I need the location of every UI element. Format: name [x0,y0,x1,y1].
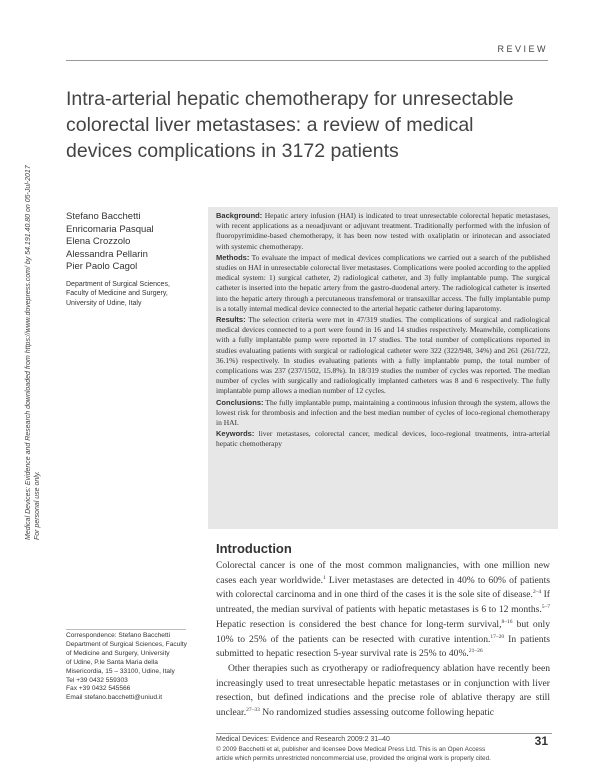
citation: 1 [323,574,326,581]
page-number: 31 [534,734,548,748]
correspondence-line: Misericordia, 15 – 33100, Udine, Italy [66,667,175,675]
intro-text: Hepatic resection is considered the best chance for long-term survival, [216,618,502,630]
results-label: Results: [216,315,246,325]
correspondence-block [66,632,211,703]
correspondence-line: of Medicine and Surgery, University [66,649,170,657]
affiliation-line: Faculty of Medicine and Surgery, [66,290,168,298]
personal-use-note: For personal use only. [34,471,41,540]
citation: 21–26 [468,648,483,655]
citation: 8–16 [501,618,513,625]
citation: 5–7 [541,603,550,610]
conclusions-label: Conclusions: [216,397,264,407]
intro-text: If untreated, the median survival of patients with hepatic metastases is 6 to 12 months. [216,589,550,616]
abstract-box [208,207,558,529]
introduction-paragraph [216,559,550,662]
author: Stefano Bacchetti [66,211,141,222]
download-notice [24,120,52,540]
author: Pier Paolo Cagol [66,261,138,273]
copyright-notice [216,746,556,763]
abstract-background [216,211,550,252]
background-text: Hepatic artery infusion (HAI) is indicated to treat unresectable colorectal hepatic metastases, with recent applications as a neoadjuvant or adjuvant treatment. Traditionally performed with the infusion of fluoropyrimidine-based chemotherapy, it has been now tested with oxaliplatin or irinotecan and associated with systemic chemotherapy. [216,211,550,251]
correspondence-line: Correspondence: Stefano Bacchetti [66,632,171,639]
intro-text: No randomized studies assessing outcome following hepatic [259,707,495,719]
background-label: Background: [216,211,263,220]
section-label: REVIEW [497,44,548,54]
intro-text: Colorectal cancer is one of the most common malignancies, with one million new cases each year worldwide. [216,560,550,586]
correspondence-line: Tel +39 0432 559303 [66,676,128,684]
intro-text: Other therapies such as cryotherapy or radiofrequency ablation have recently been increasingly used to treat unresectable hepatic metastases or in conjunction with liver resection, but defined indications and the precise role of ablative therapy are still unclear. [216,662,550,719]
correspondence-line: Fax +39 0432 545566 [66,685,131,693]
author-list [66,211,206,274]
abstract-methods [216,253,550,314]
copyright-line: article which permits unrestricted noncommercial use, provided the original work is properly cited. [216,754,491,762]
citation: 2–4 [532,589,542,596]
journal-citation: Medical Devices: Evidence and Research 2009:2 31–40 [216,736,390,743]
keywords-label: Keywords: [216,429,255,439]
conclusions-text: The fully implantable pump, maintaining a continuous infusion through the system, allows the lowest risk for thrombosis and infection and the best median number of cycles of loco-regional chemotherapy in HAI. [216,397,550,428]
author: Enricomaria Pasqual [66,223,154,235]
abstract-keywords [216,429,550,449]
affiliation-line: Department of Surgical Sciences, [66,281,170,288]
author: Alessandra Pellarin [66,248,148,260]
copyright-line: © 2009 Bacchetti et al, publisher and licensee Dove Medical Press Ltd. This is an Open Access [216,746,486,753]
article-title: Intra-arterial hepatic chemotherapy for unresectable colorectal liver metastases: a review of medical devices complications in 3172 patients [66,88,514,162]
methods-label: Methods: [216,252,250,262]
abstract-conclusions [216,398,550,429]
affiliation [66,280,211,308]
results-text: The selection criteria were met in 47/319 studies. The complications of surgical and radiological medical devices connected to a port were found in 16 and 14 studies respectively. Meanwhile, complications with a fully implantable pump were reported in 17 studies. The total number of complications reported in studies evaluating patients with surgical or radiological catheter were 322 (322/948, 34%) and 261 (261/722, 36.1%) respectively. In studies evaluating patients with a fully implantable pump, the total number of complications was 237 (237/1502, 15.8%). In 18/319 studies the number of cycles was reported. The median number of cycles with surgically and radiologically implanted catheters was 8 and 6 respectively. The fully implantable pump allows a median number of 12 cycles. [216,315,550,396]
citation: 17–20 [490,633,505,640]
correspondence-line: Department of Surgical Sciences, Faculty [66,640,187,648]
keywords-text: liver metastases, colorectal cancer, medical devices, loco-regional treatments, intra-arterial hepatic chemotherapy [216,429,550,449]
intro-text: In patients submitted to hepatic resection 5-year survival rate is 25% to 40%. [216,633,550,660]
citation: 27–33 [246,706,260,713]
intro-text: but only 10% to 25% of the patients can be resected with curative intention. [216,618,550,645]
introduction-heading: Introduction [216,541,292,556]
intro-text: Liver metastases are detected in 40% to 60% of patients with colorectal carcinoma and in one third of the cases it is the sole site of disease. [216,574,550,601]
introduction-body [216,559,550,721]
introduction-paragraph [216,662,550,721]
abstract-results [216,315,550,397]
correspondence-rule [66,629,186,630]
correspondence-line: of Udine, P.le Santa Maria della [66,658,158,666]
affiliation-line: University of Udine, Italy [66,299,142,307]
header-rule [66,60,548,61]
correspondence-email[interactable]: Email stefano.bacchetti@uniud.it [66,694,163,702]
author: Elena Crozzolo [66,236,131,248]
download-notice-line: Medical Devices: Evidence and Research downloaded from https://www.dovepress.com/ by 54.191.40.80 on 05-Jul-2017 [25,165,32,540]
methods-text: To evaluate the impact of medical devices complications we carried out a search of the published studies on HAI in unresectable colorectal liver metastases. Complications were pooled according to the applied medical system: 1) surgical catheter, 2) radiological catheter, and 3) fully implantable pump. The surgical catheter is inserted into the hepatic artery from the gastro-duodenal artery. The radiological catheter is inserted into the hepatic artery through a percutaneous transfemoral or transaxillar access. The fully implantable pump is a totally internal medical device connected to the arterial hepatic catheter during laparotomy. [216,252,550,313]
footer-rule [216,733,552,734]
